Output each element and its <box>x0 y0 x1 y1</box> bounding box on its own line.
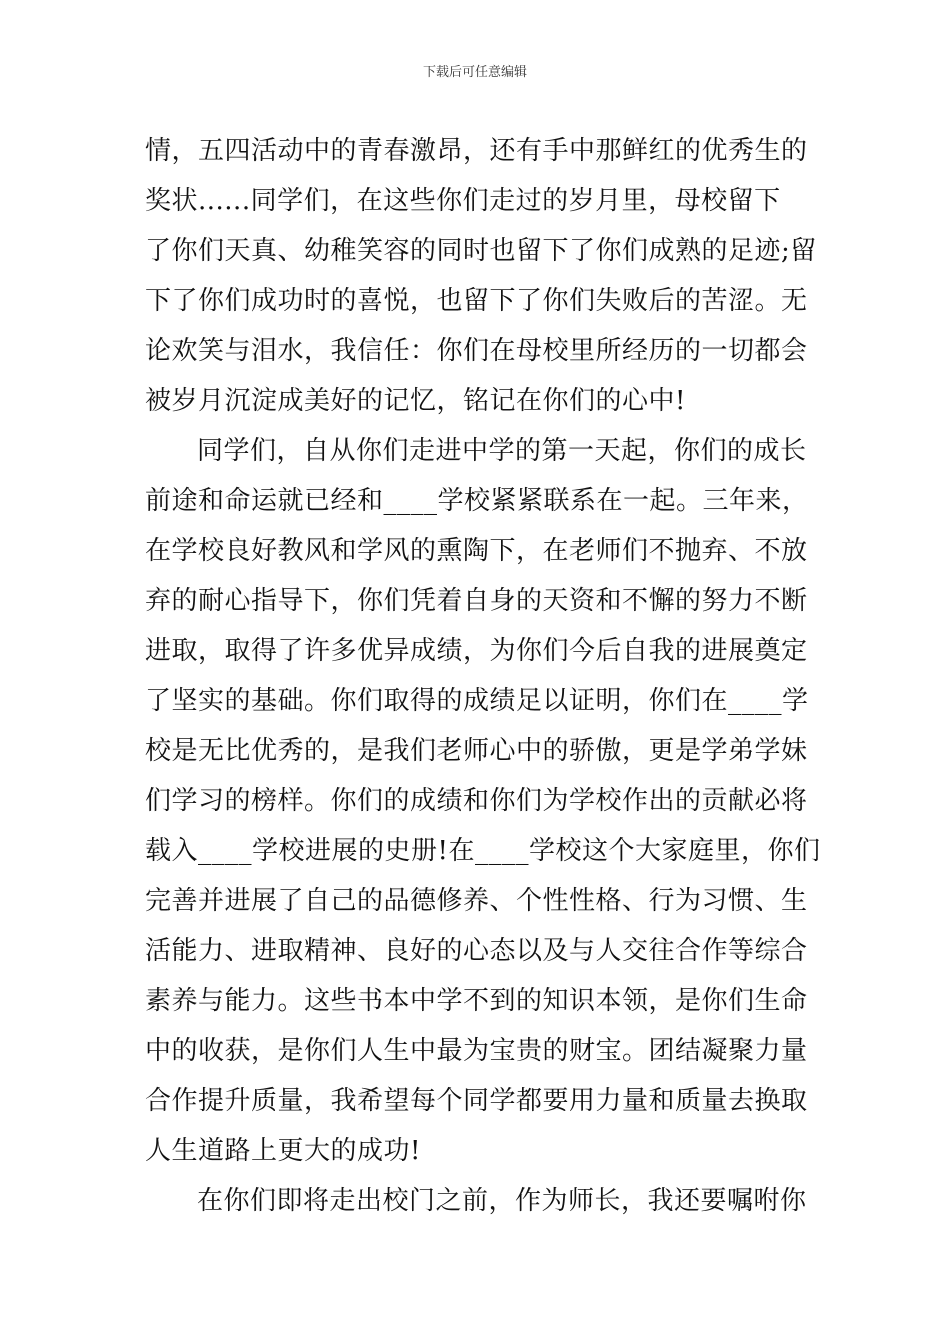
text-line: 素养与能力。这些书本中学不到的知识本领，是你们生命 <box>145 986 808 1016</box>
text-line: 被岁月沉淀成美好的记忆，铭记在你们的心中! <box>145 386 686 416</box>
page-header: 下载后可任意编辑 <box>422 65 527 80</box>
text-line: 校是无比优秀的，是我们老师心中的骄傲，更是学弟学妹 <box>145 736 808 766</box>
text-line: 人生道路上更大的成功! <box>145 1136 421 1166</box>
text-line: 了你们天真、幼稚笑容的同时也留下了你们成熟的足迹;留 <box>145 236 817 266</box>
text-line: 奖状......同学们，在这些你们走过的岁月里，母校留下 <box>145 186 781 216</box>
text-line: 进取，取得了许多优异成绩，为你们今后自我的进展奠定 <box>145 636 808 666</box>
text-line: 论欢笑与泪水，我信任：你们在母校里所经历的一切都会 <box>145 336 808 366</box>
text-line: 情，五四活动中的青春激昂，还有手中那鲜红的优秀生的 <box>145 136 808 166</box>
text-line: 了坚实的基础。你们取得的成绩足以证明，你们在____学 <box>145 686 809 716</box>
text-line: 前途和命运就已经和____学校紧紧联系在一起。三年来， <box>145 486 809 516</box>
text-line: 合作提升质量，我希望每个同学都要用力量和质量去换取 <box>145 1086 808 1116</box>
text-line: 弃的耐心指导下，你们凭着自身的天资和不懈的努力不断 <box>145 586 808 616</box>
paragraph-first-line: 在你们即将走出校门之前，作为师长，我还要嘱咐你 <box>197 1186 807 1216</box>
document-body <box>145 126 821 1226</box>
text-line: 载入____学校进展的史册!在____学校这个大家庭里，你们 <box>145 836 821 866</box>
paragraph-first-line: 同学们，自从你们走进中学的第一天起，你们的成长 <box>197 436 807 466</box>
text-line: 在学校良好教风和学风的熏陶下，在老师们不抛弃、不放 <box>145 536 808 566</box>
text-line: 完善并进展了自己的品德修养、个性性格、行为习惯、生 <box>145 886 808 916</box>
text-line: 们学习的榜样。你们的成绩和你们为学校作出的贡献必将 <box>145 786 808 816</box>
text-line: 下了你们成功时的喜悦，也留下了你们失败后的苦涩。无 <box>145 286 808 316</box>
text-line: 中的收获，是你们人生中最为宝贵的财宝。团结凝聚力量 <box>145 1036 808 1066</box>
text-line: 活能力、进取精神、良好的心态以及与人交往合作等综合 <box>145 936 808 966</box>
